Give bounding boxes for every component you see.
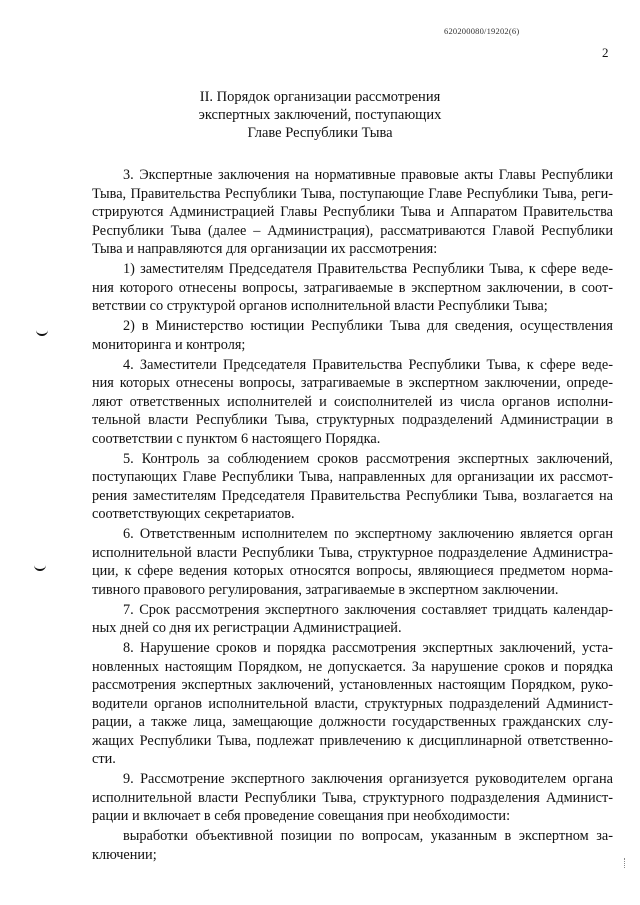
paragraph-line: 7. Срок рассмотрения экспертного заключения составляет тридцать календар-: [123, 601, 613, 618]
paragraph: [92, 317, 613, 354]
section-heading: [0, 88, 640, 142]
paragraph-line: Тыва, Правительства Республики Тыва, поступающие Главе Республики Тыва, реги-: [92, 185, 613, 202]
paragraph-line: ния которого отнесены вопросы, затрагиваемые в экспертном заключении, в соот-: [92, 279, 613, 296]
scan-artifact: [624, 858, 629, 868]
paragraph: [92, 827, 613, 864]
paragraph-line: рения заместителям Председателя Правительства Республики Тыва, возлагается на: [92, 487, 613, 504]
paragraph-line: соответствующих секретариатов.: [92, 506, 295, 522]
paragraph-line: мониторинга и контроля;: [92, 336, 246, 353]
margin-mark: [36, 328, 48, 336]
paragraph-line: ляют ответственных исполнителей и соисполнителей из числа органов исполни-: [92, 393, 613, 410]
document-body: [92, 166, 613, 866]
paragraph-line: ветствии со структурой органов исполнительной власти Республики Тыва;: [92, 298, 548, 314]
paragraph: [92, 450, 613, 524]
paragraph-line: новленных настоящим Порядком, не допускается. За нарушение сроков и порядка: [92, 658, 613, 675]
section-title-line: экспертных заключений, поступающих: [198, 107, 442, 123]
paragraph-line: 2) в Министерство юстиции Республики Тыва для сведения, осуществления: [123, 318, 613, 334]
paragraph-line: сти.: [92, 751, 116, 767]
paragraph: [92, 166, 613, 259]
paragraph-line: тивного правового регулирования, затрагиваемые в экспертном заключении.: [92, 581, 559, 598]
paragraph-line: Тыва и направляются для организации их рассмотрения:: [92, 241, 438, 257]
paragraph: [92, 601, 613, 638]
page-number: 2: [602, 45, 609, 60]
paragraph-line: стрируются Администрацией Главы Республики Тыва и Аппаратом Правительства: [92, 204, 613, 220]
paragraph: [92, 770, 613, 826]
paragraph-line: рации и включает в себя проведение совещания при необходимости:: [92, 808, 511, 824]
paragraph-line: 8. Нарушение сроков и порядка рассмотрения экспертных заключений, уста-: [123, 640, 613, 656]
paragraph-line: ции, к сфере ведения которых относятся вопросы, являющиеся предметом норма-: [92, 563, 613, 579]
paragraph: [92, 356, 613, 449]
paragraph: [92, 260, 613, 316]
paragraph-line: 5. Контроль за соблюдением сроков рассмотрения экспертных заключений,: [123, 450, 613, 467]
paragraph-line: соответствии с пунктом 6 настоящего Порядка.: [92, 430, 381, 447]
paragraph-line: 3. Экспертные заключения на нормативные правовые акты Главы Республики: [123, 167, 613, 183]
paragraph-line: 4. Заместители Председателя Правительства Республики Тыва, к сфере веде-: [123, 356, 613, 373]
paragraph-line: водители органов исполнительной власти, структурных подразделений Админист-: [92, 695, 613, 712]
paragraph: [92, 639, 613, 769]
section-title-line: Главе Республики Тыва: [247, 125, 393, 141]
paragraph-line: 9. Рассмотрение экспертного заключения организуется руководителем органа: [123, 771, 613, 787]
paragraph-line: исполнительной власти Республики Тыва, структурное подразделение Администра-: [92, 544, 613, 561]
paragraph-line: ных дней со дня их регистрации Администрацией.: [92, 620, 402, 636]
section-title-line: II. Порядок организации рассмотрения: [199, 89, 441, 105]
paragraph-line: рассмотрения экспертных заключений, установленных настоящим Порядком, руко-: [92, 677, 613, 693]
paragraph-line: 6. Ответственным исполнителем по экспертному заключению является орган: [123, 526, 613, 542]
paragraph-line: исполнительной власти Республики Тыва, структурного подразделения Админист-: [92, 789, 613, 806]
paragraph-line: 1) заместителям Председателя Правительства Республики Тыва, к сфере веде-: [123, 261, 613, 277]
paragraph-line: Республики Тыва (далее – Администрация), рассматриваются Главой Республики: [92, 222, 613, 239]
paragraph-line: тельной власти Республики Тыва, структурных подразделений Администрации в: [92, 412, 613, 428]
paragraph-line: ния которых отнесены вопросы, затрагиваемые в экспертном заключении, опреде-: [92, 375, 613, 391]
paragraph-line: поступающих Главе Республики Тыва, направленных для организации их рассмот-: [92, 469, 613, 485]
paragraph-line: выработки объективной позиции по вопросам, указанным в экспертном за-: [123, 828, 613, 844]
margin-mark: [34, 563, 46, 571]
document-number: 620200080/19202(6): [444, 26, 520, 36]
paragraph-line: ключении;: [92, 846, 157, 863]
paragraph-line: рации, а также лица, замещающие должности государственных гражданских слу-: [92, 714, 613, 730]
paragraph-line: жащих Республики Тыва, подлежат привлечению к дисциплинарной ответственно-: [92, 732, 613, 749]
paragraph: [92, 525, 613, 599]
